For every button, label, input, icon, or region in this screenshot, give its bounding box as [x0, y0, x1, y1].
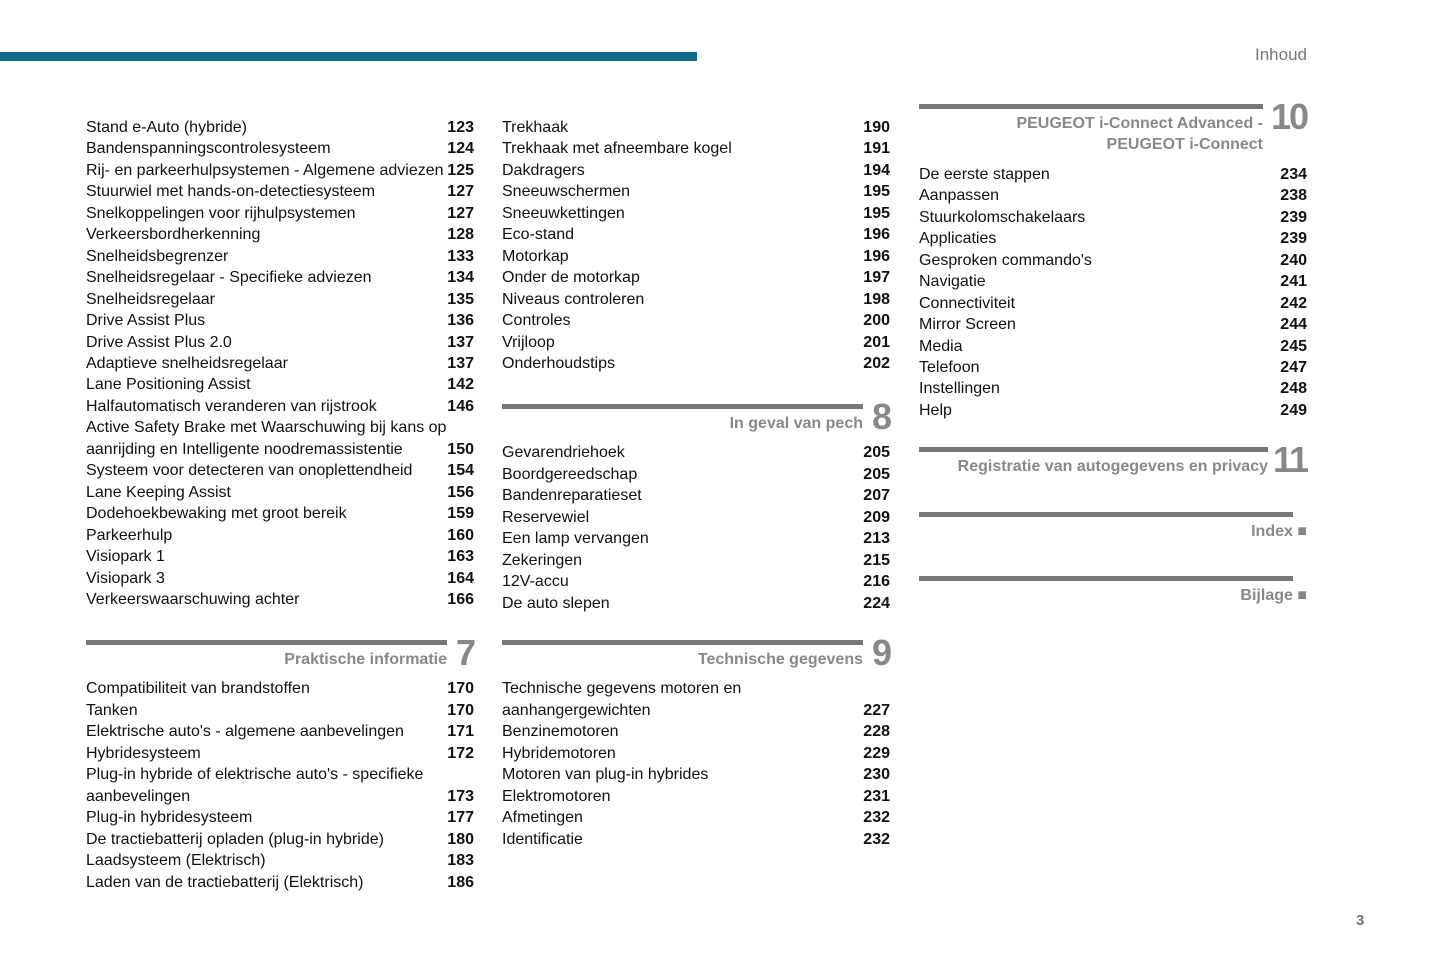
toc-entry[interactable] — [502, 764, 890, 785]
toc-entry[interactable] — [86, 203, 474, 224]
entry-page-number: 248 — [1280, 380, 1307, 398]
entry-title: 12V-accu — [502, 573, 569, 591]
entry-page-number: 232 — [863, 809, 890, 827]
entry-title: Mirror Screen — [919, 316, 1016, 334]
toc-block — [86, 117, 474, 610]
toc-entry[interactable] — [502, 807, 890, 828]
toc-entry[interactable] — [86, 353, 474, 374]
entry-title: Rij- en parkeerhulpsystemen - Algemene adviezen — [86, 161, 444, 179]
entry-page-number: 125 — [447, 161, 474, 179]
toc-block — [919, 512, 1307, 542]
toc-entry[interactable] — [502, 181, 890, 202]
entry-title: Controles — [502, 312, 571, 330]
entry-page-number: 228 — [863, 723, 890, 741]
entry-title: Elektrische auto's - algemene aanbevelingen — [86, 723, 404, 741]
toc-entry[interactable] — [86, 332, 474, 353]
entry-title: Stuurwiel met hands-on-detectiesysteem — [86, 183, 376, 201]
toc-entry[interactable] — [502, 485, 890, 506]
entry-page-number: 242 — [1280, 294, 1307, 312]
entry-page-number: 202 — [863, 354, 890, 372]
section-header[interactable] — [919, 576, 1307, 606]
entry-page-number: 234 — [1280, 165, 1307, 183]
entry-page-number: 190 — [863, 119, 890, 136]
entry-page-number: 173 — [447, 787, 474, 805]
toc-entry[interactable] — [919, 250, 1307, 271]
section-divider — [919, 512, 1293, 517]
entry-page-number: 146 — [447, 397, 474, 415]
entry-page-number: 137 — [447, 333, 474, 351]
entry-title: De tractiebatterij opladen (plug-in hybride) — [86, 830, 384, 848]
toc-block — [502, 632, 890, 850]
entry-title: Laadsysteem (Elektrisch) — [86, 852, 266, 870]
section-title: In geval van pech — [729, 415, 863, 432]
toc-entry[interactable] — [86, 460, 474, 481]
entry-title: Reservewiel — [502, 508, 590, 526]
section-divider — [919, 447, 1268, 452]
entry-title: De auto slepen — [502, 594, 610, 612]
entry-title: Stuurkolomschakelaars — [919, 208, 1086, 226]
entry-title: Lane Positioning Assist — [86, 376, 251, 394]
entry-page-number: 177 — [447, 809, 474, 827]
entry-page-number: 159 — [447, 505, 474, 523]
entry-title: Onderhoudstips — [502, 354, 615, 372]
entry-page-number: 156 — [447, 483, 474, 501]
section-number: 11 — [1272, 439, 1307, 480]
toc-entry[interactable] — [86, 764, 474, 807]
entry-title: Visiopark 1 — [86, 548, 165, 566]
section-header[interactable] — [919, 96, 1307, 164]
toc-entry[interactable] — [919, 400, 1307, 421]
toc-entry[interactable] — [86, 160, 474, 181]
entry-title: Elektromotoren — [502, 787, 611, 805]
toc-entry[interactable] — [502, 571, 890, 592]
toc-entry[interactable] — [919, 293, 1307, 314]
entry-title: Tanken — [86, 701, 138, 719]
entry-title: Snelheidsregelaar — [86, 290, 215, 308]
entry-title: Dakdragers — [502, 161, 585, 179]
entry-title: De eerste stappen — [919, 165, 1050, 183]
entry-page-number: 239 — [1280, 230, 1307, 248]
toc-entry[interactable] — [86, 267, 474, 288]
entry-title: Visiopark 3 — [86, 569, 165, 587]
entry-title: Sneeuwkettingen — [502, 204, 625, 222]
toc-entry[interactable] — [86, 224, 474, 245]
entry-page-number: 194 — [863, 161, 890, 179]
entry-page-number: 172 — [447, 744, 474, 762]
entry-title: Eco-stand — [502, 226, 575, 244]
page-number: 3 — [1356, 912, 1365, 929]
entry-title: Hybridemotoren — [502, 744, 616, 762]
section-title: Registratie van autogegevens en privacy — [957, 458, 1268, 475]
entry-page-number: 232 — [863, 830, 890, 848]
entry-page-number: 215 — [863, 551, 890, 569]
entry-page-number: 142 — [447, 376, 474, 394]
toc-entry[interactable] — [86, 138, 474, 159]
toc-entry[interactable] — [502, 743, 890, 764]
toc-entry[interactable] — [502, 550, 890, 571]
entry-title: Bandenreparatieset — [502, 487, 642, 505]
toc-entry[interactable] — [502, 138, 890, 159]
entry-title: Boordgereedschap — [502, 465, 638, 483]
entry-page-number: 245 — [1280, 337, 1307, 355]
entry-title: Dodehoekbewaking met groot bereik — [86, 505, 347, 523]
entry-page-number: 136 — [447, 312, 474, 330]
entry-page-number: 238 — [1280, 187, 1307, 205]
entry-page-number: 240 — [1280, 251, 1307, 269]
entry-title: Onder de motorkap — [502, 269, 640, 287]
toc-entry[interactable] — [502, 117, 890, 138]
entry-page-number: 128 — [447, 226, 474, 244]
entry-title: Stand e-Auto (hybride) — [86, 119, 247, 136]
entry-title: Plug-in hybridesysteem — [86, 809, 253, 827]
entry-title: Applicaties — [919, 230, 997, 248]
entry-title: Hybridesysteem — [86, 744, 201, 762]
entry-page-number: 239 — [1280, 208, 1307, 226]
entry-page-number: 170 — [447, 680, 474, 698]
entry-title: Technische gegevens motoren en aanhangergewichten — [502, 680, 742, 719]
entry-page-number: 154 — [447, 462, 474, 480]
toc-block — [919, 576, 1307, 606]
toc-entry[interactable] — [919, 314, 1307, 335]
toc-entry[interactable] — [502, 678, 890, 721]
toc-block — [919, 439, 1307, 485]
entry-page-number: 195 — [863, 204, 890, 222]
entry-title: Sneeuwschermen — [502, 183, 631, 201]
entry-title: Snelheidsbegrenzer — [86, 247, 229, 265]
toc-entry[interactable] — [86, 396, 474, 417]
toc-entry[interactable] — [502, 203, 890, 224]
toc-entry[interactable] — [919, 271, 1307, 292]
entry-title: Drive Assist Plus — [86, 312, 206, 330]
toc-entry[interactable] — [502, 267, 890, 288]
section-title: Bijlage ■ — [1240, 587, 1307, 604]
entry-title: Compatibiliteit van brandstoffen — [86, 680, 310, 698]
entry-title: Snelkoppelingen voor rijhulpsystemen — [86, 204, 356, 222]
toc-entry[interactable] — [86, 503, 474, 524]
toc-block — [919, 96, 1307, 421]
entry-page-number: 166 — [447, 590, 474, 608]
entry-title: Plug-in hybride of elektrische auto's - specifieke aanbevelingen — [86, 766, 424, 805]
section-header[interactable] — [86, 632, 474, 678]
entry-title: Niveaus controleren — [502, 290, 645, 308]
entry-title: Systeem voor detecteren van onoplettendheid — [86, 462, 413, 480]
entry-title: Help — [919, 401, 952, 419]
entry-page-number: 244 — [1280, 316, 1307, 334]
header-accent-bar — [0, 52, 697, 61]
toc-entry[interactable] — [502, 528, 890, 549]
entry-page-number: 164 — [447, 569, 474, 587]
toc-entry[interactable] — [86, 525, 474, 546]
entry-page-number: 216 — [863, 573, 890, 591]
toc-entry[interactable] — [86, 850, 474, 871]
entry-page-number: 150 — [447, 440, 474, 458]
entry-title: Laden van de tractiebatterij (Elektrisch) — [86, 873, 364, 891]
entry-page-number: 241 — [1280, 273, 1307, 291]
section-header[interactable] — [502, 396, 890, 442]
entry-page-number: 183 — [447, 852, 474, 870]
entry-page-number: 231 — [863, 787, 890, 805]
entry-title: Identificatie — [502, 830, 583, 848]
section-divider — [86, 640, 447, 645]
toc-entry[interactable] — [86, 721, 474, 742]
entry-page-number: 229 — [863, 744, 890, 762]
entry-title: Zekeringen — [502, 551, 583, 569]
toc-entry[interactable] — [502, 786, 890, 807]
entry-page-number: 180 — [447, 830, 474, 848]
toc-entry[interactable] — [86, 482, 474, 503]
toc-entry[interactable] — [502, 593, 890, 614]
entry-title: Snelheidsregelaar - Specifieke adviezen — [86, 269, 372, 287]
entry-page-number: 227 — [863, 701, 890, 719]
entry-title: Halfautomatisch veranderen van rijstrook — [86, 397, 377, 415]
entry-page-number: 213 — [863, 530, 890, 548]
toc-entry[interactable] — [502, 507, 890, 528]
toc-entry[interactable] — [502, 332, 890, 353]
toc-entry[interactable] — [919, 164, 1307, 185]
entry-title: Navigatie — [919, 273, 986, 291]
entry-title: Verkeersbordherkenning — [86, 226, 261, 244]
entry-page-number: 205 — [863, 465, 890, 483]
toc-entry[interactable] — [86, 310, 474, 331]
entry-page-number: 137 — [447, 354, 474, 372]
entry-title: Een lamp vervangen — [502, 530, 649, 548]
section-title: PEUGEOT i-Connect Advanced - PEUGEOT i-Connect — [1016, 115, 1263, 154]
entry-page-number: 191 — [863, 140, 890, 158]
entry-title: Trekhaak met afneembare kogel — [502, 140, 732, 158]
toc-entry[interactable] — [86, 743, 474, 764]
entry-page-number: 196 — [863, 247, 890, 265]
entry-page-number: 160 — [447, 526, 474, 544]
entry-page-number: 127 — [447, 183, 474, 201]
entry-title: Afmetingen — [502, 809, 583, 827]
entry-title: Telefoon — [919, 358, 980, 376]
entry-page-number: 124 — [447, 140, 474, 158]
toc-entry[interactable] — [919, 185, 1307, 206]
toc-entry[interactable] — [919, 378, 1307, 399]
entry-title: Drive Assist Plus 2.0 — [86, 333, 232, 351]
entry-title: Instellingen — [919, 380, 1000, 398]
toc-entry[interactable] — [86, 829, 474, 850]
entry-page-number: 123 — [447, 119, 474, 136]
toc-block — [86, 632, 474, 893]
toc-entry[interactable] — [502, 160, 890, 181]
toc-entry[interactable] — [86, 289, 474, 310]
toc-entry[interactable] — [86, 181, 474, 202]
entry-page-number: 135 — [447, 290, 474, 308]
entry-page-number: 196 — [863, 226, 890, 244]
entry-title: Motorkap — [502, 247, 569, 265]
toc-entry[interactable] — [919, 336, 1307, 357]
toc-entry[interactable] — [502, 246, 890, 267]
entry-title: Vrijloop — [502, 333, 555, 351]
entry-page-number: 197 — [863, 269, 890, 287]
toc-entry[interactable] — [919, 357, 1307, 378]
entry-page-number: 133 — [447, 247, 474, 265]
entry-page-number: 224 — [863, 594, 890, 612]
toc-entry[interactable] — [502, 464, 890, 485]
entry-title: Gevarendriehoek — [502, 444, 625, 462]
entry-title: Connectiviteit — [919, 294, 1016, 312]
toc-entry[interactable] — [502, 721, 890, 742]
entry-page-number: 134 — [447, 269, 474, 287]
entry-title: Active Safety Brake met Waarschuwing bij kans op aanrijding en Intelligente noodremassistentie — [86, 419, 447, 458]
entry-title: Trekhaak — [502, 119, 569, 136]
entry-page-number: 201 — [863, 333, 890, 351]
entry-title: Benzinemotoren — [502, 723, 619, 741]
entry-title: Bandenspanningscontrolesysteem — [86, 140, 331, 158]
section-number: 8 — [871, 396, 890, 437]
entry-page-number: 249 — [1280, 401, 1307, 419]
entry-title: Adaptieve snelheidsregelaar — [86, 354, 288, 372]
entry-title: Lane Keeping Assist — [86, 483, 231, 501]
entry-page-number: 127 — [447, 204, 474, 222]
toc-entry[interactable] — [919, 207, 1307, 228]
toc-entry[interactable] — [86, 546, 474, 567]
toc-entry[interactable] — [502, 310, 890, 331]
section-header[interactable] — [919, 512, 1307, 542]
entry-page-number: 170 — [447, 701, 474, 719]
entry-title: Media — [919, 337, 963, 355]
toc-entry[interactable] — [86, 117, 474, 138]
section-header[interactable] — [919, 439, 1307, 485]
section-title: Praktische informatie — [284, 651, 447, 668]
entry-page-number: 186 — [447, 873, 474, 891]
chapter-title: Inhoud — [1255, 45, 1307, 64]
entry-title: Parkeerhulp — [86, 526, 173, 544]
toc-entry[interactable] — [502, 289, 890, 310]
toc-entry[interactable] — [86, 246, 474, 267]
toc-entry[interactable] — [86, 807, 474, 828]
toc-entry[interactable] — [86, 374, 474, 395]
toc-entry[interactable] — [502, 353, 890, 374]
section-title: Index ■ — [1251, 523, 1307, 540]
entry-title: Verkeerswaarschuwing achter — [86, 590, 300, 608]
entry-page-number: 205 — [863, 444, 890, 462]
entry-page-number: 200 — [863, 312, 890, 330]
section-number: 7 — [455, 632, 474, 673]
section-divider — [502, 640, 863, 645]
toc-entry[interactable] — [86, 872, 474, 893]
section-divider — [919, 576, 1293, 581]
entry-title: Aanpassen — [919, 187, 1000, 205]
entry-page-number: 163 — [447, 548, 474, 566]
entry-page-number: 230 — [863, 766, 890, 784]
entry-page-number: 247 — [1280, 358, 1307, 376]
toc-block — [502, 117, 890, 374]
section-divider — [502, 404, 863, 409]
toc-entry[interactable] — [502, 224, 890, 245]
section-header[interactable] — [502, 632, 890, 678]
toc-block — [502, 396, 890, 614]
toc-entry[interactable] — [86, 417, 474, 460]
toc-entry[interactable] — [86, 589, 474, 610]
entry-title: Motoren van plug-in hybrides — [502, 766, 709, 784]
section-divider — [919, 104, 1263, 109]
toc-entry[interactable] — [919, 228, 1307, 249]
entry-page-number: 198 — [863, 290, 890, 308]
entry-page-number: 195 — [863, 183, 890, 201]
toc-entry[interactable] — [502, 829, 890, 850]
section-number: 10 — [1270, 96, 1307, 137]
toc-entry[interactable] — [86, 678, 474, 699]
entry-page-number: 209 — [863, 508, 890, 526]
toc-entry[interactable] — [86, 568, 474, 589]
toc-entry[interactable] — [86, 700, 474, 721]
section-number: 9 — [871, 632, 890, 673]
entry-title: Gesproken commando's — [919, 251, 1092, 269]
entry-page-number: 207 — [863, 487, 890, 505]
section-title: Technische gegevens — [697, 651, 863, 668]
entry-page-number: 171 — [447, 723, 474, 741]
toc-entry[interactable] — [502, 442, 890, 463]
